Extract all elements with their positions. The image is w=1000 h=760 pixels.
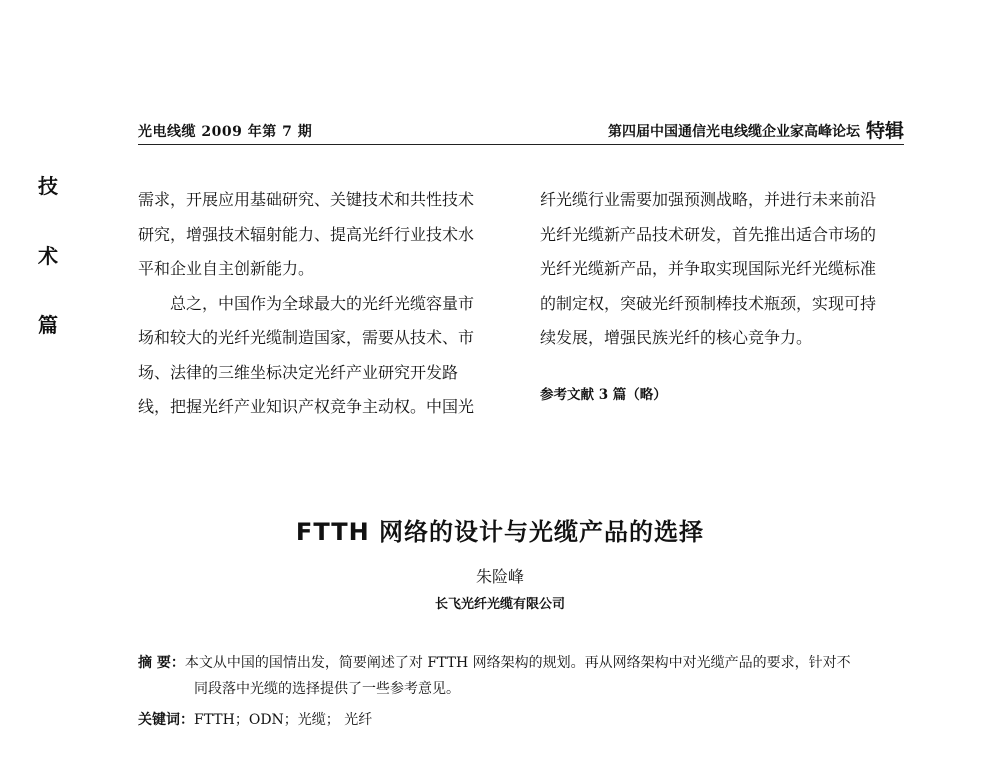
body-column-right <box>540 183 876 356</box>
abstract-line-1 <box>138 650 910 676</box>
keywords-text: FTTH；ODN；光缆； 光纤 <box>194 712 373 728</box>
body-line: 平和企业自主创新能力。 <box>138 259 315 278</box>
feature-label: 特辑 <box>865 120 904 142</box>
forum-name: 第四届中国通信光电线缆企业家高峰论坛 <box>607 124 860 140</box>
abstract-label: 摘 要： <box>138 655 185 671</box>
keywords <box>138 709 372 729</box>
side-label-char-1: 技 <box>38 174 58 198</box>
body-line: 光纤光缆新产品技术研发，首先推出适合市场的 <box>540 224 877 244</box>
body-line: 纤光缆行业需要加强预测战略，并进行未来前沿 <box>540 190 877 209</box>
body-line: 研究，增强技术辐射能力、提高光纤行业技术水 <box>138 224 475 244</box>
body-line: 线，把握光纤产业知识产权竞争主动权。中国光 <box>138 397 475 416</box>
abstract <box>138 650 910 702</box>
body-line: 的制定权，突破光纤预制棒技术瓶颈，实现可持 <box>540 293 877 313</box>
running-header-forum <box>608 116 904 143</box>
body-line: 续发展，增强民族光纤的核心竞争力。 <box>540 328 813 347</box>
body-line: 光纤光缆新产品，并争取实现国际光纤光缆标准 <box>540 259 877 278</box>
side-label-char-3: 篇 <box>38 313 58 337</box>
article-author: 朱险峰 <box>475 567 524 586</box>
header-rule <box>138 144 904 145</box>
body-line: 场和较大的光纤光缆制造国家，需要从技术、市 <box>138 328 475 347</box>
body-line: 需求，开展应用基础研究、关键技术和共性技术 <box>138 190 475 209</box>
abstract-line-2: 同段落中光缆的选择提供了一些参考意见。 <box>194 681 460 697</box>
keywords-label: 关键词： <box>138 712 194 728</box>
references-note: 参考文献 3 篇（略） <box>540 387 667 403</box>
abstract-text-1: 本文从中国的国情出发，简要阐述了对 FTTH 网络架构的规划。再从网络架构中对光缆产品的要求，针对不 <box>184 655 851 671</box>
body-line: 场、法律的三维坐标决定光纤产业研究开发路 <box>138 362 459 382</box>
article-title: FTTH 网络的设计与光缆产品的选择 <box>295 518 705 546</box>
side-label-char-2: 术 <box>38 244 58 268</box>
body-line: 总之，中国作为全球最大的光纤光缆容量市 <box>170 293 475 313</box>
body-column-left <box>138 183 474 425</box>
running-header-journal: 光电线缆 2009 年第 7 期 <box>138 124 313 140</box>
article-affiliation: 长飞光纤光缆有限公司 <box>434 597 565 612</box>
